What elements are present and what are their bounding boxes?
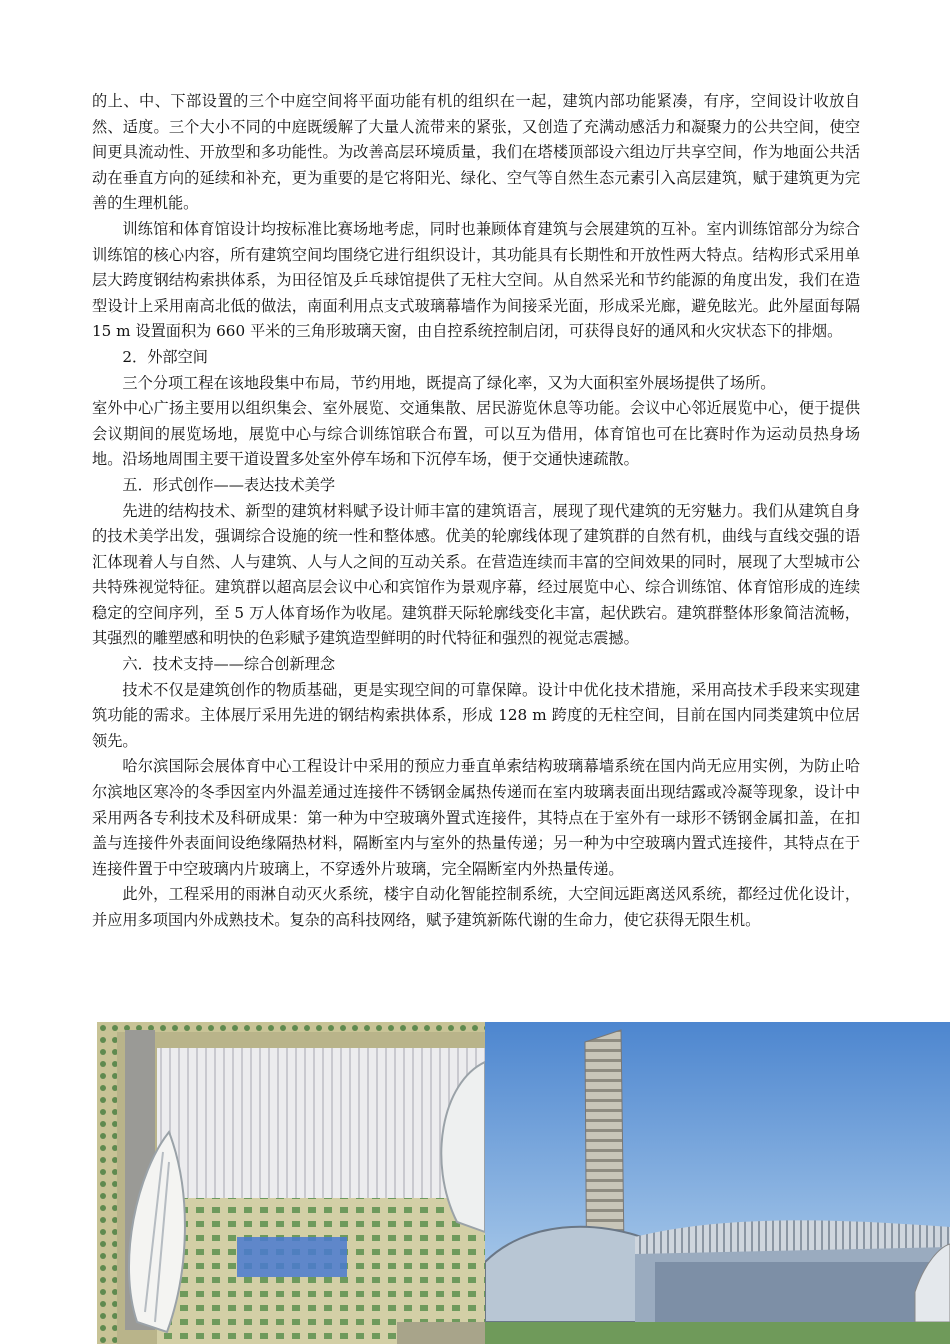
- paragraph: 技术不仅是建筑创作的物质基础，更是实现空间的可靠保障。设计中优化技术措施，采用高技术手段来实现建筑功能的需求。主体展厅采用先进的钢结构索拱体系，形成 128 m 跨度的无柱空间，目前在国内同类建筑中位居领先。: [92, 680, 860, 750]
- article-body: [92, 89, 860, 934]
- building-rendering-image: [485, 1022, 950, 1344]
- site-plan-image: [97, 1022, 485, 1344]
- paragraph: 训练馆和体育馆设计均按标准比赛场地考虑，同时也兼顾体育建筑与会展建筑的互补。室内训练馆部分为综合训练馆的核心内容，所有建筑空间均围绕它进行组织设计，其功能具有长期性和开放性两大特点。结构形式采用单层大跨度钢结构索拱体系，为田径馆及乒乓球馆提供了无柱大空间。从自然采光和节约能源的角度出发，我们在造型设计上采用南高北低的做法，南面利用点支式玻璃幕墙作为间接采光面，形成采光廊，避免眩光。此外屋面每隔 15 m 设置面积为 660 平米的三角形玻璃天窗，由自控系统控制启闭，可获得良好的通风和火灾状态下的排烟。: [92, 219, 860, 341]
- paragraph: 三个分项工程在该地段集中布局，节约用地，既提高了绿化率，又为大面积室外展场提供了场所。: [122, 373, 776, 392]
- section-subheading: 2．外部空间: [122, 347, 208, 366]
- section-heading: 五．形式创作——表达技术美学: [122, 475, 336, 494]
- paragraph: 此外，工程采用的雨淋自动灭火系统，楼宇自动化智能控制系统，大空间远距离送风系统，都经过优化设计，并应用多项国内外成熟技术。复杂的高科技网络，赋予建筑新陈代谢的生命力，使它获得无限生机。: [92, 885, 860, 929]
- paragraph: 室外中心广扬主要用以组织集会、室外展览、交通集散、居民游览休息等功能。会议中心邻近展览中心，便于提供会议期间的展览场地，展览中心与综合训练馆联合布置，可以互为借用，体育馆也可在比赛时作为运动员热身场地。沿场地周围主要干道设置多处室外停车场和下沉停车场，便于交通快速疏散。: [92, 399, 860, 469]
- paragraph: 的上、中、下部设置的三个中庭空间将平面功能有机的组织在一起，建筑内部功能紧凑，有序，空间设计收放自然、适度。三个大小不同的中庭既缓解了大量人流带来的紧张，又创造了充满动感活力和凝聚力的公共空间，使空间更具流动性、开放型和多功能性。为改善高层环境质量，我们在塔楼顶部设六组边厅共享空间，作为地面公共活动在垂直方向的延续和补充，更为重要的是它将阳光、绿化、空气等自然生态元素引入高层建筑，赋于建筑更为完善的生理机能。: [92, 92, 860, 213]
- section-heading: 六．技术支持——综合创新理念: [122, 655, 336, 674]
- paragraph: 先进的结构技术、新型的建筑材料赋予设计师丰富的建筑语言，展现了现代建筑的无穷魅力。我们从建筑自身的技术美学出发，强调综合设施的统一性和整体感。优美的轮廓线体现了建筑群的自然有机，曲线与直线交强的语汇体现着人与自然、人与建筑、人与人之间的互动关系。在营造连续而丰富的空间效果的同时，展现了大型城市公共特殊视觉特征。建筑群以超高层会议中心和宾馆作为景观序幕，经过展览中心、综合训练馆、体育馆形成的连续稳定的空间序列，至 5 万人体育场作为收尾。建筑群天际轮廓线变化丰富，起伏跌宕。建筑群整体形象简洁流畅，其强烈的雕塑感和明快的色彩赋予建筑造型鲜明的时代特征和强烈的视觉志震撼。: [92, 501, 860, 648]
- figure-row: [97, 1022, 950, 1344]
- paragraph: 哈尔滨国际会展体育中心工程设计中采用的预应力垂直单索结构玻璃幕墙系统在国内尚无应用实例，为防止哈尔滨地区寒冷的冬季因室内外温差通过连接件不锈钢金属热传递而在室内玻璃表面出现结露或冷凝等现象，设计中采用两各专利技术及科研成果：第一种为中空玻璃外置式连接件，其特点在于室外有一球形不锈钢金属扣盖，在扣盖与连接件外表面间设绝缘隔热材料，隔断室内与室外的热量传递；另一种为中空玻璃内置式连接件，其特点在于连接件置于中空玻璃内片玻璃上，不穿透外片玻璃，完全隔断室内外热量传递。: [92, 757, 860, 878]
